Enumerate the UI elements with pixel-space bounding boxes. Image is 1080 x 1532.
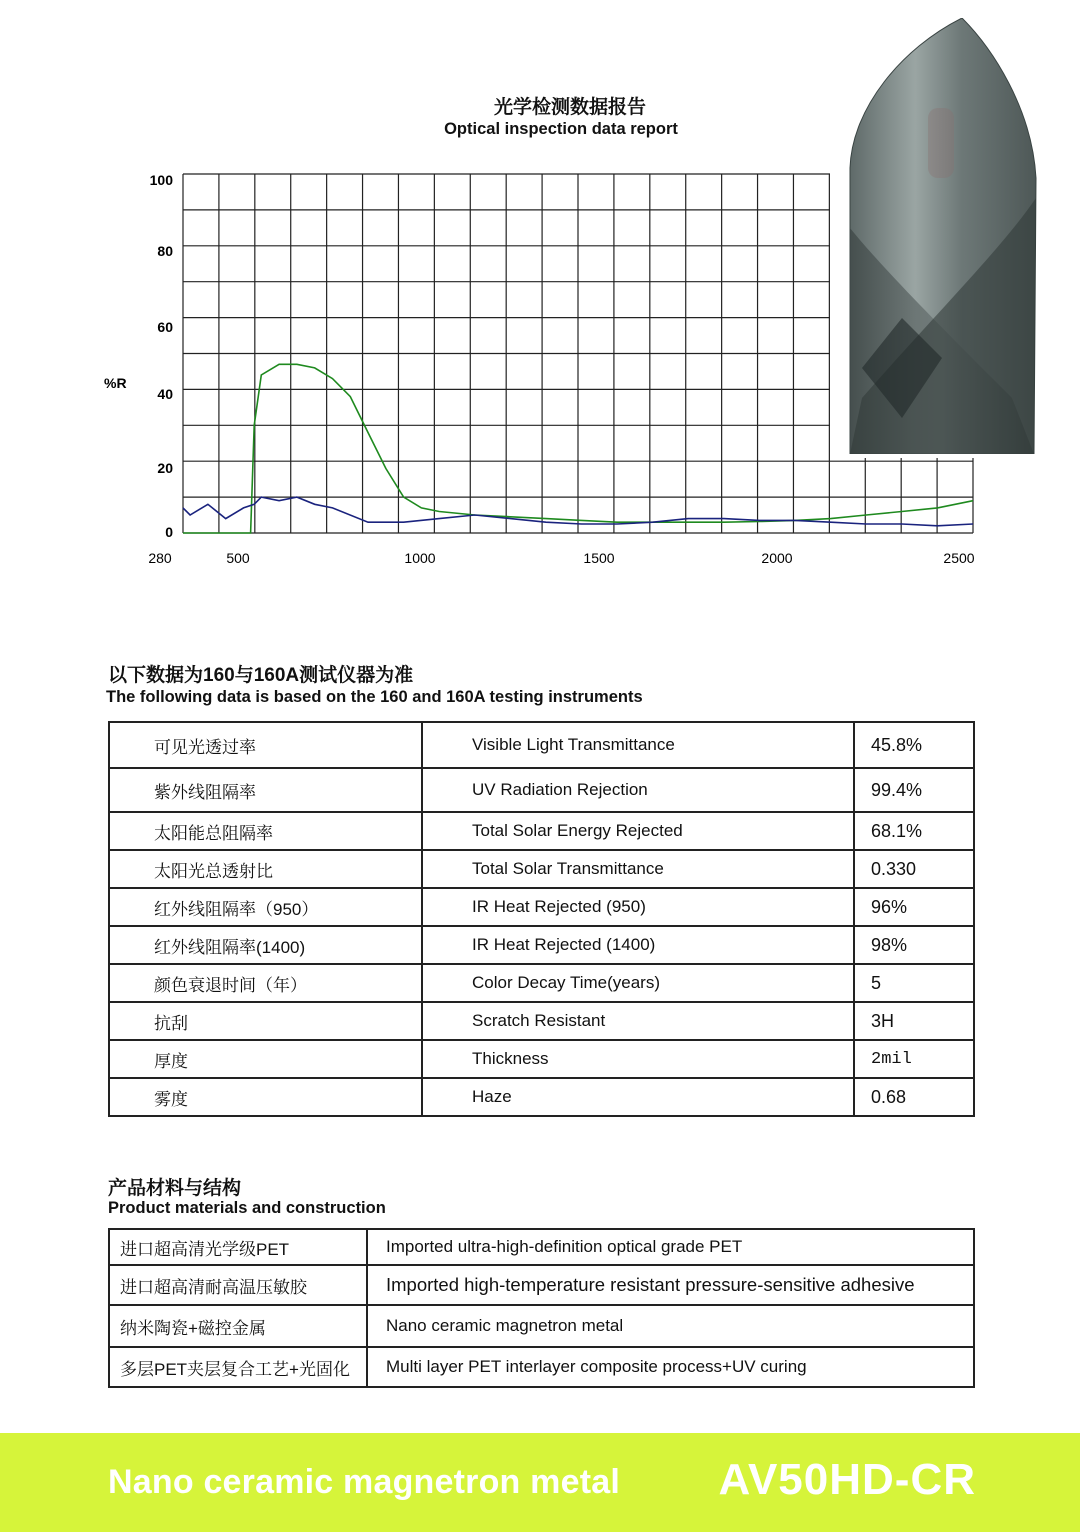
spec-name-cn: 厚度 [109,1040,422,1078]
spec-value: 0.330 [854,850,974,888]
spec-value: 99.4% [854,768,974,812]
spec-name-en: Haze [422,1078,854,1116]
table-row [109,926,974,964]
material-name-cn: 进口超高清耐高温压敏胶 [109,1265,367,1305]
chart-title-cn: 光学检测数据报告 [493,97,646,118]
spec-value: 98% [854,926,974,964]
x-tick-label: 1500 [583,550,615,566]
x-tick-label: 500 [226,550,250,566]
x-tick-label: 2500 [943,550,975,566]
x-tick-label: 2000 [761,550,793,566]
spec-value: 45.8% [854,722,974,768]
footer-banner [0,1433,1080,1532]
y-tick-label: 80 [157,243,173,259]
table-row [109,964,974,1002]
spec-name-cn: 太阳能总阻隔率 [109,812,422,850]
table-row [109,888,974,926]
spec-name-en: UV Radiation Rejection [422,768,854,812]
spec-name-cn: 颜色衰退时间（年） [109,964,422,1002]
y-tick-label: 20 [157,460,173,476]
spec-value: 5 [854,964,974,1002]
y-tick-label: 100 [149,172,173,188]
x-tick-label: 1000 [404,550,436,566]
material-name-en: Imported ultra-high-definition optical grade PET [367,1229,974,1265]
table-row [109,1229,974,1265]
specs-heading-cn: 以下数据为160与160A测试仪器为准 [108,665,414,686]
material-name-cn: 多层PET夹层复合工艺+光固化 [109,1347,367,1387]
spec-name-en: Total Solar Transmittance [422,850,854,888]
spec-value: 2mil [854,1040,974,1078]
x-tick-label: 280 [148,550,172,566]
materials-heading-en: Product materials and construction [108,1199,386,1217]
spec-value: 96% [854,888,974,926]
spec-value: 3H [854,1002,974,1040]
materials-table [108,1228,975,1388]
spec-name-en: Scratch Resistant [422,1002,854,1040]
y-tick-label: 60 [157,319,173,335]
table-row [109,768,974,812]
y-axis-label: %R [104,375,127,391]
table-row [109,1265,974,1305]
spec-name-cn: 可见光透过率 [109,722,422,768]
materials-heading-cn: 产品材料与结构 [108,1178,242,1199]
material-name-en: Imported high-temperature resistant pressure-sensitive adhesive [367,1265,974,1305]
footer-product-line: Nano ceramic magnetron metal [108,1463,620,1501]
window-film-roll-image [842,18,1038,454]
spec-name-en: Color Decay Time(years) [422,964,854,1002]
y-tick-label: 0 [165,524,173,540]
spec-name-cn: 雾度 [109,1078,422,1116]
spec-value: 68.1% [854,812,974,850]
table-row [109,722,974,768]
material-name-en: Nano ceramic magnetron metal [367,1305,974,1347]
chart-title-en: Optical inspection data report [444,120,678,138]
spec-name-en: IR Heat Rejected (1400) [422,926,854,964]
table-row [109,1078,974,1116]
spec-name-cn: 紫外线阻隔率 [109,768,422,812]
spec-name-cn: 红外线阻隔率(1400) [109,926,422,964]
table-row [109,850,974,888]
material-name-en: Multi layer PET interlayer composite process+UV curing [367,1347,974,1387]
table-row [109,812,974,850]
table-row [109,1040,974,1078]
specs-table [108,721,975,1117]
table-row [109,1002,974,1040]
material-name-cn: 进口超高清光学级PET [109,1229,367,1265]
table-row [109,1305,974,1347]
spec-name-en: IR Heat Rejected (950) [422,888,854,926]
spec-name-en: Visible Light Transmittance [422,722,854,768]
spec-name-cn: 抗刮 [109,1002,422,1040]
footer-model-number: AV50HD-CR [718,1455,976,1504]
spec-value: 0.68 [854,1078,974,1116]
specs-heading-en: The following data is based on the 160 and 160A testing instruments [106,688,643,706]
y-tick-label: 40 [157,386,173,402]
spec-name-en: Thickness [422,1040,854,1078]
spec-name-cn: 太阳光总透射比 [109,850,422,888]
material-name-cn: 纳米陶瓷+磁控金属 [109,1305,367,1347]
table-row [109,1347,974,1387]
spec-name-en: Total Solar Energy Rejected [422,812,854,850]
spec-name-cn: 红外线阻隔率（950） [109,888,422,926]
